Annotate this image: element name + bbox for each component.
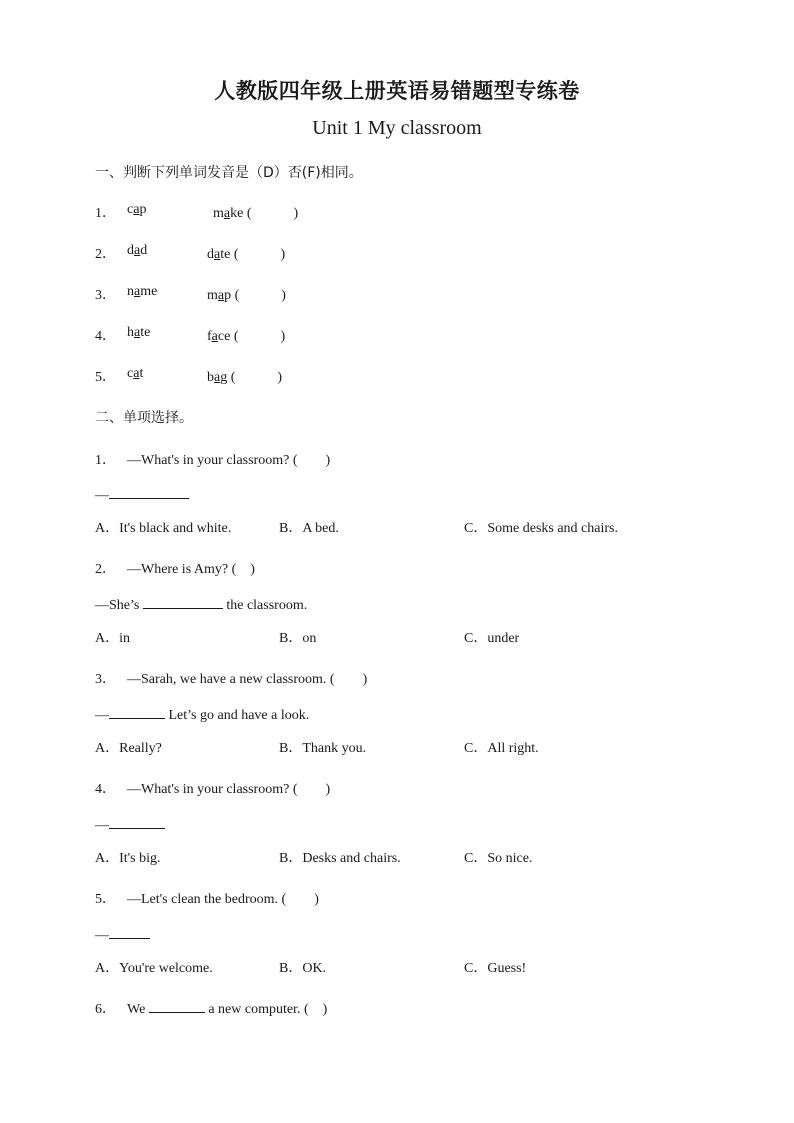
option-a: A．It's big. (95, 851, 161, 866)
page-title: 人教版四年级上册英语易错题型专练卷 (214, 79, 580, 103)
option-b: B．OK. (279, 961, 327, 976)
s1-item-num: 1． (95, 206, 116, 221)
reply-line: — Let’s go and have a look. (95, 705, 309, 724)
option-b: B．Thank you. (279, 741, 367, 756)
s1-word1: hate (127, 325, 151, 340)
answer-blank[interactable] (109, 925, 150, 939)
option-b: B．Desks and chairs. (279, 851, 401, 866)
answer-blank[interactable] (109, 485, 189, 499)
reply-line: — (95, 485, 189, 504)
question-num: 4． (95, 782, 116, 797)
option-c: C．So nice. (464, 851, 533, 866)
answer-blank[interactable] (149, 999, 205, 1013)
option-b: B．on (279, 631, 317, 646)
section2-heading: 二、单项选择。 (95, 410, 193, 426)
s1-word2: bag ( ) (207, 370, 283, 385)
s1-word2: date ( ) (207, 247, 286, 262)
option-a: A．in (95, 631, 130, 646)
question-text: —Sarah, we have a new classroom. ( ) (127, 672, 368, 687)
s1-word2: map ( ) (207, 288, 286, 303)
reply-line: — (95, 925, 150, 944)
question-text: —What's in your classroom? ( ) (127, 453, 331, 468)
question-text: —Let's clean the bedroom. ( ) (127, 892, 319, 907)
s1-item-num: 3． (95, 288, 116, 303)
question-num: 2． (95, 562, 116, 577)
s1-word1: cat (127, 366, 144, 381)
s1-word1: cap (127, 202, 147, 217)
s1-word2: face ( ) (207, 329, 286, 344)
s1-item-num: 2． (95, 247, 116, 262)
option-b: B．A bed. (279, 521, 339, 536)
option-c: C．All right. (464, 741, 539, 756)
answer-blank[interactable] (143, 595, 223, 609)
option-a: A．You're welcome. (95, 961, 213, 976)
reply-line: — (95, 815, 165, 834)
answer-blank[interactable] (109, 815, 165, 829)
option-c: C．Guess! (464, 961, 527, 976)
question-text: —What's in your classroom? ( ) (127, 782, 331, 797)
answer-blank[interactable] (109, 705, 165, 719)
option-c: C．under (464, 631, 520, 646)
s1-item-num: 4． (95, 329, 116, 344)
question-text: We a new computer. ( ) (127, 998, 327, 1018)
s1-word1: name (127, 284, 158, 299)
question-num: 1． (95, 453, 116, 468)
question-num: 5． (95, 892, 116, 907)
question-num: 3． (95, 672, 116, 687)
s1-item-num: 5． (95, 370, 116, 385)
s1-word1: dad (127, 243, 148, 258)
question-num: 6． (95, 1002, 116, 1017)
page-subtitle: Unit 1 My classroom (312, 117, 482, 139)
option-a: A．It's black and white. (95, 521, 232, 536)
option-a: A．Really? (95, 741, 162, 756)
reply-line: —She’s the classroom. (95, 595, 307, 614)
option-c: C．Some desks and chairs. (464, 521, 618, 536)
s1-word2: make ( ) (213, 206, 299, 221)
question-text: —Where is Amy? ( ) (127, 562, 255, 577)
section1-heading: 一、判断下列单词发音是（D）否(F)相同。 (95, 165, 363, 181)
